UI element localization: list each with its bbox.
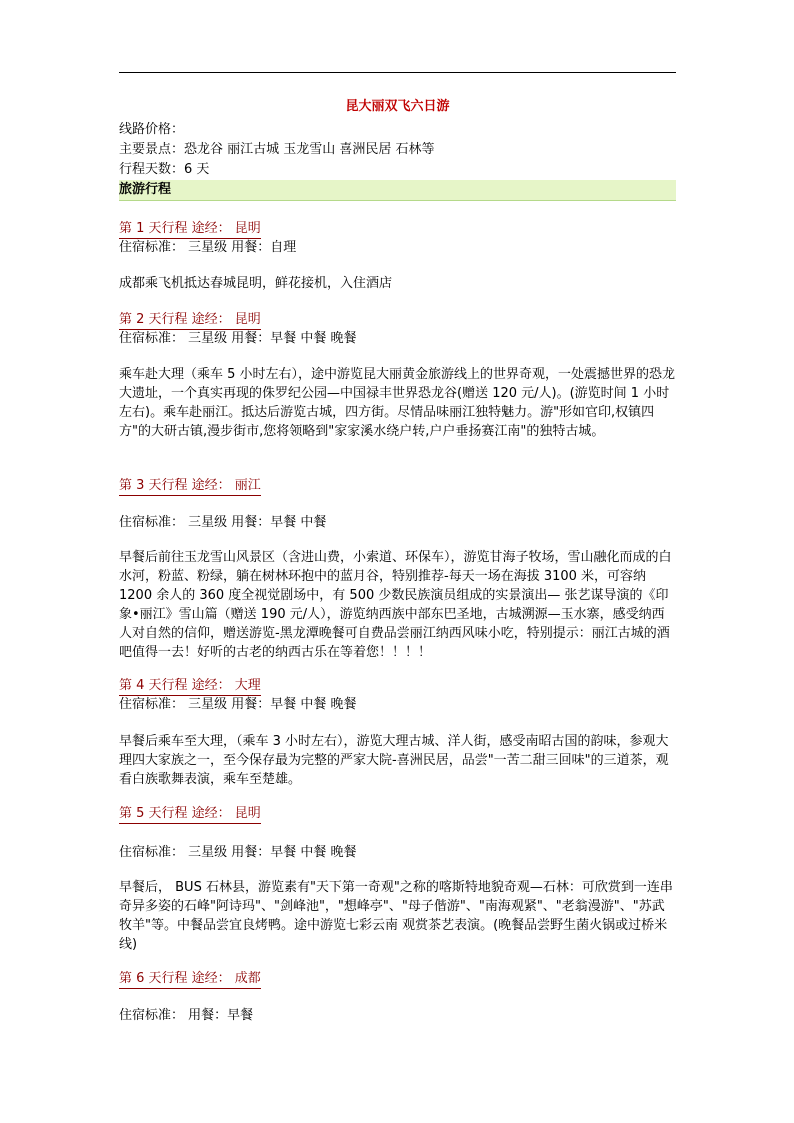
day-6-heading[interactable]: 第 6 天行程 途经： 成都 (119, 970, 261, 989)
day-2-lodging: 住宿标准： 三星级 用餐：早餐 中餐 晚餐 (119, 331, 357, 346)
top-divider (119, 72, 676, 73)
page-title: 昆大丽双飞六日游 (345, 99, 450, 114)
route-price-label: 线路价格： (119, 122, 185, 137)
day-2-heading[interactable]: 第 2 天行程 途经： 昆明 (119, 311, 261, 330)
day-4-description: 早餐后乘车至大理，（乘车 3 小时左右），游览大理古城、洋人街，感受南昭古国的韵味，参观大理四大家族之一，至今保存最为完整的严家大院-喜洲民居，品尝"一苦二甜三回味"的三道茶，观看白族歌舞表演，乘车至楚雄。 (119, 734, 669, 787)
day-1-heading[interactable]: 第 1 天行程 途经： 昆明 (119, 220, 261, 239)
itinerary-section-header: 旅游行程 (119, 180, 676, 201)
day-5-description: 早餐后， BUS 石林县，游览素有"天下第一奇观"之称的喀斯特地貌奇观—石林：可欣赏到一连串奇异多姿的石峰"阿诗玛"、"剑峰池"，"想峰亭"、"母子偕游"、"南海观紧"、"老翁漫游"、"苏武牧羊"等。中餐品尝宜良烤鸭。途中游览七彩云南 观赏茶艺表演。(晚餐品尝野生菌火锅或过桥米线) (119, 880, 673, 952)
day-6-lodging: 住宿标准： 用餐：早餐 (119, 1008, 254, 1023)
day-1-description: 成都乘飞机抵达春城昆明，鲜花接机，入住酒店 (119, 276, 393, 291)
day-5-lodging: 住宿标准： 三星级 用餐：早餐 中餐 晚餐 (119, 845, 357, 860)
main-spots: 主要景点：恐龙谷 丽江古城 玉龙雪山 喜洲民居 石林等 (119, 142, 435, 157)
trip-days: 行程天数：6 天 (119, 162, 210, 177)
day-1-lodging: 住宿标准： 三星级 用餐：自理 (119, 240, 297, 255)
day-5-heading[interactable]: 第 5 天行程 途经： 昆明 (119, 805, 261, 824)
day-3-heading[interactable]: 第 3 天行程 途经： 丽江 (119, 477, 261, 496)
day-3-lodging: 住宿标准： 三星级 用餐：早餐 中餐 (119, 515, 327, 530)
day-3-description: 早餐后前往玉龙雪山风景区（含进山费，小索道、环保车），游览甘海子牧场，雪山融化而成的白水河，粉蓝、粉绿，躺在树林环抱中的蓝月谷，特别推荐-每天一场在海拔 3100 米，可容纳 1200 余人的 360 度全视觉剧场中，有 500 少数民族演员组成的实景演出— 张艺谋导演的《印象•丽江》雪山篇（赠送 190 元/人），游览纳西族中部东巴圣地，古城溯源—玉水寨，感受纳西人对自然的信仰，赠送游览-黑龙潭晚餐可自费品尝丽江纳西风味小吃，特别提示：丽江古城的酒吧值得一去！好听的古老的纳西古乐在等着您！！！！ (119, 550, 672, 660)
day-2-description: 乘车赴大理（乘车 5 小时左右），途中游览昆大丽黄金旅游线上的世界奇观，一处震撼世界的恐龙大遗址，一个真实再现的侏罗纪公园—中国禄丰世界恐龙谷(赠送 120 元/人)。(游览时间 1 小时左右)。乘车赴丽江。抵达后游览古城，四方街。尽情品味丽江独特魅力。游"形如官印,权镇四方"的大研古镇,漫步街市,您将领略到"家家溪水绕户转,户户垂扬赛江南"的独特古城。 (119, 367, 676, 439)
day-4-lodging: 住宿标准： 三星级 用餐：早餐 中餐 晚餐 (119, 697, 357, 712)
day-4-heading[interactable]: 第 4 天行程 途经： 大理 (119, 677, 261, 696)
